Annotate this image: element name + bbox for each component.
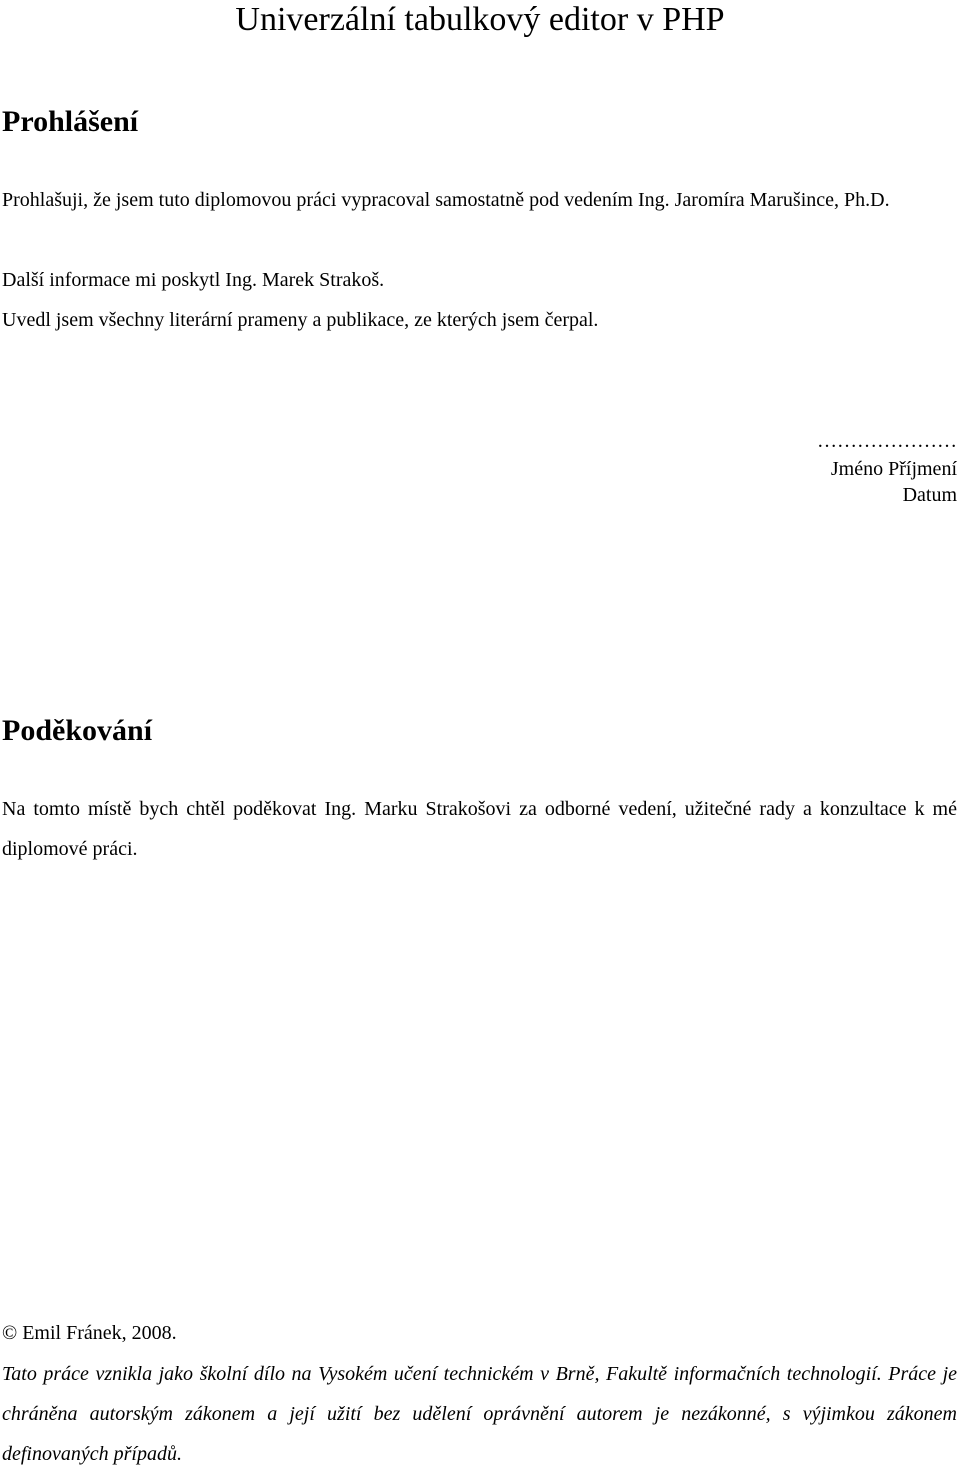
- copyright-notice: © Emil Fránek, 2008.: [2, 1322, 177, 1344]
- declaration-line-sources: Uvedl jsem všechny literární prameny a publikace, ze kterých jsem čerpal.: [2, 309, 599, 331]
- acknowledgement-paragraph: Na tomto místě bych chtěl poděkovat Ing. Marku Strakošovi za odborné vedení, užitečné rady a konzultace k mé diplomové práci.: [2, 798, 957, 860]
- acknowledgement-heading: Poděkování: [2, 714, 153, 747]
- declaration-line-consultant: Další informace mi poskytl Ing. Marek Strakoš.: [2, 269, 385, 291]
- declaration-paragraph: Prohlašuji, že jsem tuto diplomovou práci vypracoval samostatně pod vedením Ing. Jaromíra Marušince, Ph.D.: [2, 189, 890, 211]
- page-title: Univerzální tabulkový editor v PHP: [235, 1, 725, 38]
- signature-dots: …………………: [817, 430, 957, 452]
- copyright-statement: Tato práce vznikla jako školní dílo na Vysokém učení technickém v Brně, Fakultě informačních technologií. Práce je chráněna autorským zákonem a její užití bez udělení oprávnění autorem je nezákonné, s výjimkou zákonem definovaných případů.: [2, 1363, 957, 1465]
- signature-date: Datum: [902, 484, 957, 506]
- declaration-heading: Prohlášení: [2, 105, 139, 138]
- signature-name: Jméno Příjmení: [830, 458, 957, 480]
